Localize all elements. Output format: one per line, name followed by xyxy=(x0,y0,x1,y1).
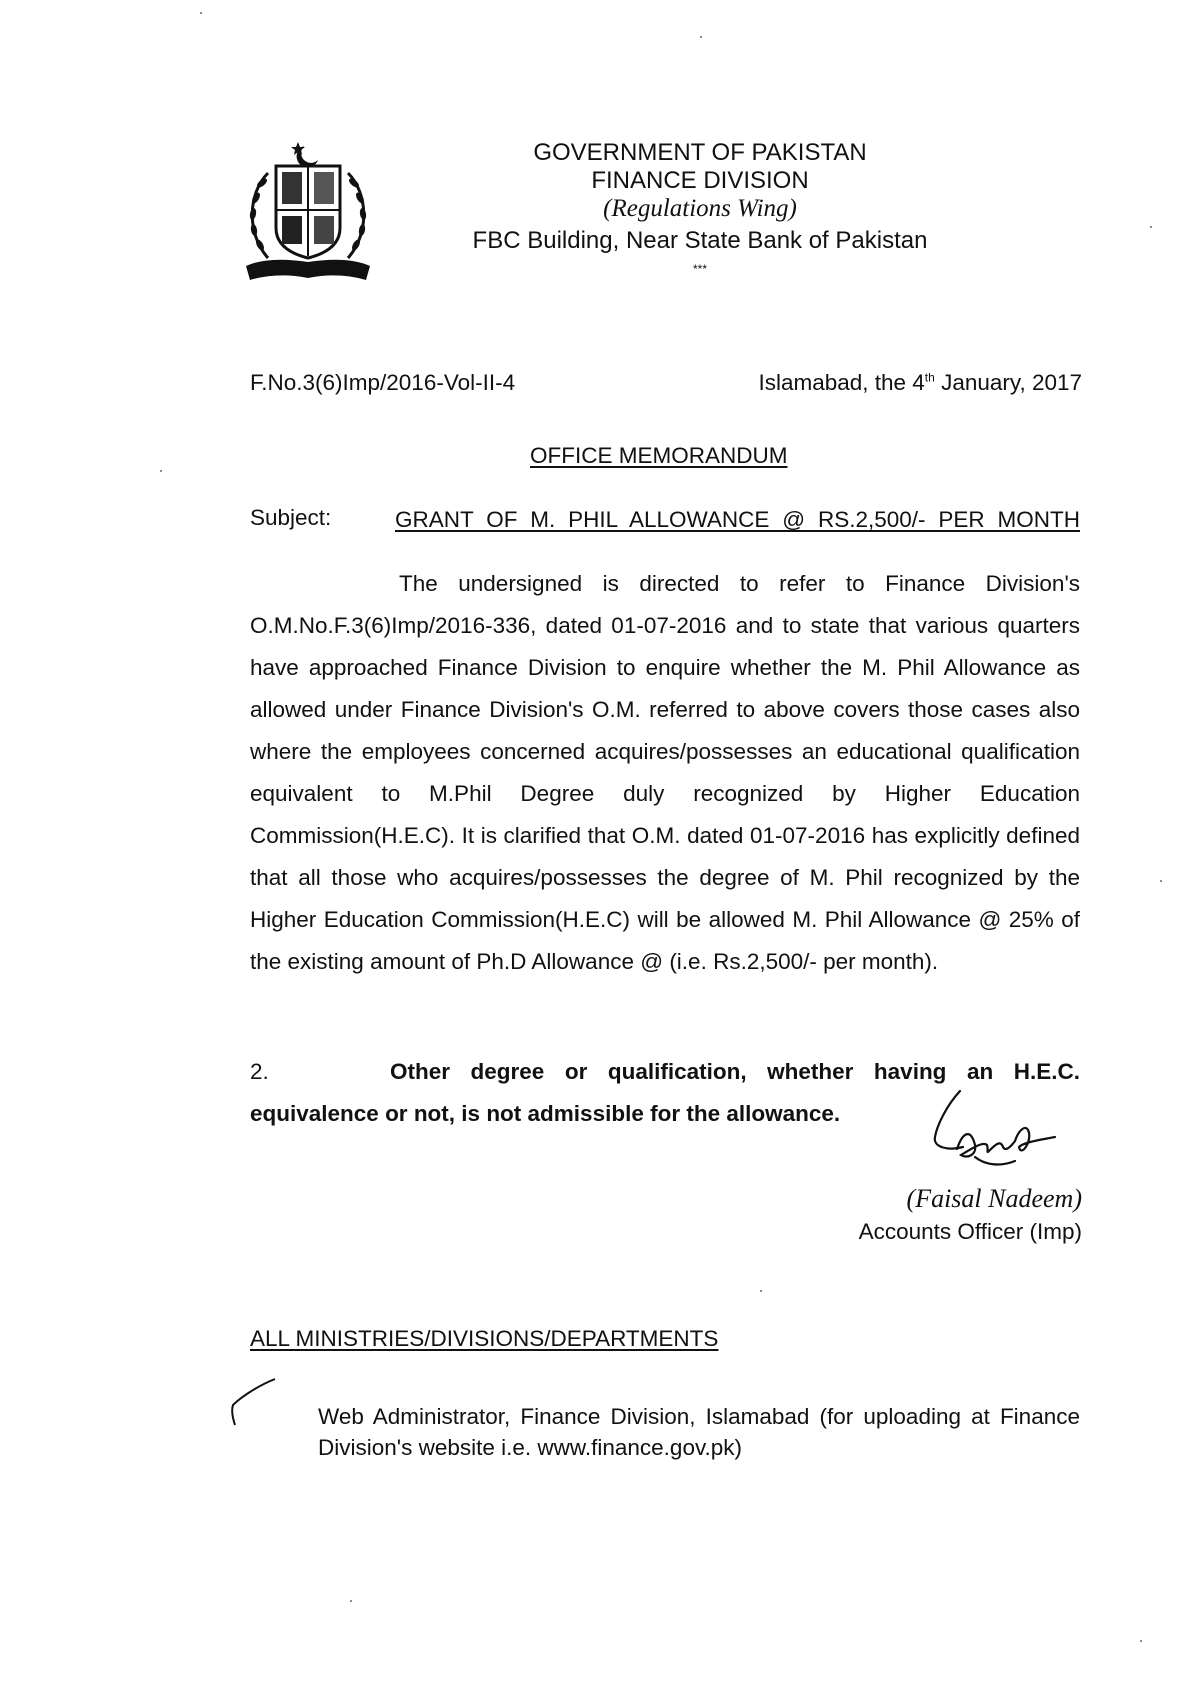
scan-speck xyxy=(200,12,202,14)
distribution-heading: ALL MINISTRIES/DIVISIONS/DEPARTMENTS xyxy=(250,1326,719,1351)
signatory-name: (Faisal Nadeem) xyxy=(906,1184,1082,1213)
header-stars: *** xyxy=(692,262,707,276)
issue-date-ordinal: th xyxy=(924,370,935,385)
scan-speck xyxy=(350,1600,352,1602)
header-address: FBC Building, Near State Bank of Pakistan xyxy=(472,227,928,254)
paragraph-2-text: Other degree or qualification, whether having an H.E.C. equivalence or not, is not admissible for the allowance. xyxy=(250,1059,1080,1126)
scan-speck xyxy=(1150,226,1152,228)
issue-date-suffix: January, 2017 xyxy=(934,370,1082,395)
scan-speck xyxy=(1160,880,1162,882)
issue-date xyxy=(758,370,1082,396)
issue-date-prefix: Islamabad, the 4 xyxy=(758,370,925,395)
signature xyxy=(905,1085,1075,1185)
subject-label: Subject: xyxy=(250,505,332,530)
file-number: F.No.3(6)Imp/2016-Vol-II-4 xyxy=(250,370,516,395)
header-wing: (Regulations Wing) xyxy=(603,195,797,222)
state-emblem-logo xyxy=(238,138,378,290)
memo-title: OFFICE MEMORANDUM xyxy=(530,443,788,468)
scan-speck xyxy=(700,36,702,38)
body-paragraph-1: The undersigned is directed to refer to Finance Division's O.M.No.F.3(6)Imp/2016-336, dated 01-07-2016 and to state that various quarters have approached Finance Division to enquire whether the M. Phil Allowance as allowed under Finance Division's O.M. referred to above covers those cases also where the employees concerned acquires/possesses an educational qualification equivalent to M.Phil Degree duly recognized by Higher Education Commission(H.E.C). It is clarified that O.M. dated 01-07-2016 has explicitly defined that all those who acquires/possesses the degree of M. Phil recognized by the Higher Education Commission(H.E.C) will be allowed M. Phil Allowance @ 25% of the existing amount of Ph.D Allowance @ (i.e. Rs.2,500/- per month). xyxy=(250,571,1080,974)
scan-speck xyxy=(1140,1640,1142,1642)
tick-mark xyxy=(225,1375,285,1430)
header-government: GOVERNMENT OF PAKISTAN xyxy=(533,139,867,166)
scan-speck xyxy=(160,470,162,472)
header-division: FINANCE DIVISION xyxy=(591,167,809,194)
subject-text: GRANT OF M. PHIL ALLOWANCE @ RS.2,500/- PER MONTH xyxy=(395,507,1080,532)
paragraph-2-number: 2. xyxy=(250,1059,269,1084)
copy-to-note: Web Administrator, Finance Division, Islamabad (for uploading at Finance Division's website i.e. www.finance.gov.pk) xyxy=(318,1404,1080,1460)
scan-speck xyxy=(760,1290,762,1292)
signatory-designation: Accounts Officer (Imp) xyxy=(858,1219,1082,1244)
